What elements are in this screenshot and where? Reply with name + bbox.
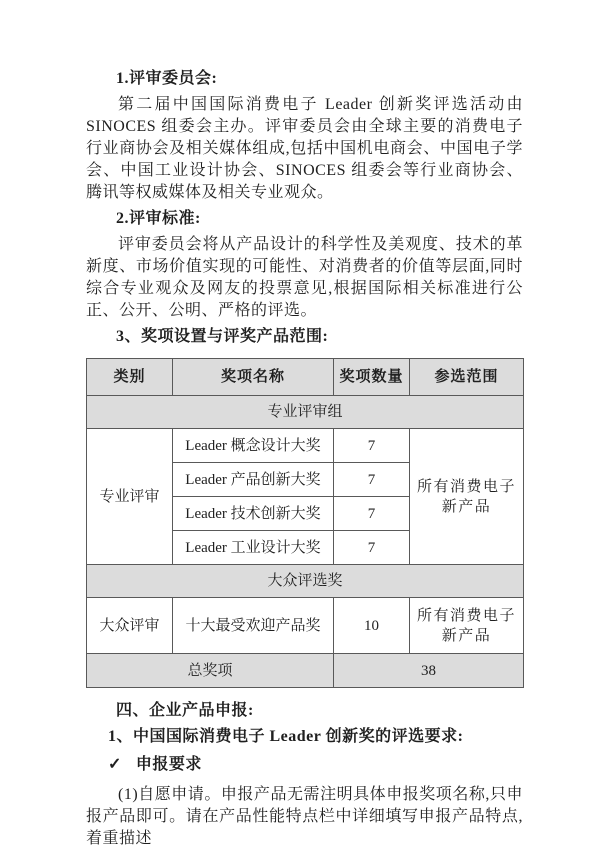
award-name-cell: Leader 工业设计大奖 bbox=[173, 531, 334, 565]
table-header-row bbox=[87, 359, 524, 396]
award-name-cell: 十大最受欢迎产品奖 bbox=[173, 598, 334, 654]
award-count-cell: 7 bbox=[334, 497, 410, 531]
checkmark-icon: ✓ bbox=[108, 756, 122, 773]
total-value-cell: 38 bbox=[334, 654, 524, 688]
award-name-cell: Leader 概念设计大奖 bbox=[173, 429, 334, 463]
award-name-cell: Leader 技术创新大奖 bbox=[173, 497, 334, 531]
heading-enterprise-product-declaration: 四、企业产品申报: bbox=[116, 702, 254, 719]
declaration-requirements-line bbox=[108, 754, 523, 776]
header-cell-scope: 参选范围 bbox=[410, 359, 524, 396]
pro-scope-cell: 所有消费电子新产品 bbox=[410, 429, 524, 565]
heading-review-criteria: 2.评审标准: bbox=[116, 210, 201, 227]
table-row bbox=[87, 429, 524, 463]
public-group-title-cell: 大众评选奖 bbox=[87, 565, 524, 598]
award-count-cell: 7 bbox=[334, 531, 410, 565]
paragraph-review-committee: 第二届中国国际消费电子 Leader 创新奖评选活动由 SINOCES 组委会主办。评审委员会由全球主要的消费电子行业商协会及相关媒体组成,包括中国机电商会、中国电子学会、中国工业设计协会、SINOCES 组委会等行业商协会、腾讯等权威媒体及相关专业观众。 bbox=[86, 96, 523, 201]
header-cell-award-count: 奖项数量 bbox=[334, 359, 410, 396]
paragraph-voluntary-application: (1)自愿申请。申报产品无需注明具体申报奖项名称,只申报产品即可。请在产品性能特点栏中详细填写申报产品特点,着重描述 bbox=[86, 786, 523, 847]
header-cell-category: 类别 bbox=[87, 359, 173, 396]
pro-group-title-cell: 专业评审组 bbox=[87, 396, 524, 429]
public-group-title-row bbox=[87, 565, 524, 598]
pro-group-title-row bbox=[87, 396, 524, 429]
public-category-cell: 大众评审 bbox=[87, 598, 173, 654]
header-cell-award-name: 奖项名称 bbox=[173, 359, 334, 396]
declaration-requirements-label: 申报要求 bbox=[135, 756, 202, 773]
paragraph-review-criteria: 评审委员会将从产品设计的科学性及美观度、技术的革新度、市场价值实现的可能性、对消费者的价值等层面,同时综合专业观众及网友的投票意见,根据国际相关标准进行公正、公开、公明、严格的评选。 bbox=[86, 236, 523, 319]
award-count-cell: 7 bbox=[334, 463, 410, 497]
awards-table bbox=[86, 358, 524, 688]
heading-selection-requirements: 1、中国国际消费电子 Leader 创新奖的评选要求: bbox=[108, 728, 464, 745]
award-name-cell: Leader 产品创新大奖 bbox=[173, 463, 334, 497]
heading-review-committee: 1.评审委员会: bbox=[116, 70, 218, 87]
table-row bbox=[87, 598, 524, 654]
total-row bbox=[87, 654, 524, 688]
pro-category-cell: 专业评审 bbox=[87, 429, 173, 565]
public-scope-cell: 所有消费电子新产品 bbox=[410, 598, 524, 654]
total-label-cell: 总奖项 bbox=[87, 654, 334, 688]
award-count-cell: 7 bbox=[334, 429, 410, 463]
heading-award-setup: 3、奖项设置与评奖产品范围: bbox=[116, 328, 329, 345]
award-count-cell: 10 bbox=[334, 598, 410, 654]
